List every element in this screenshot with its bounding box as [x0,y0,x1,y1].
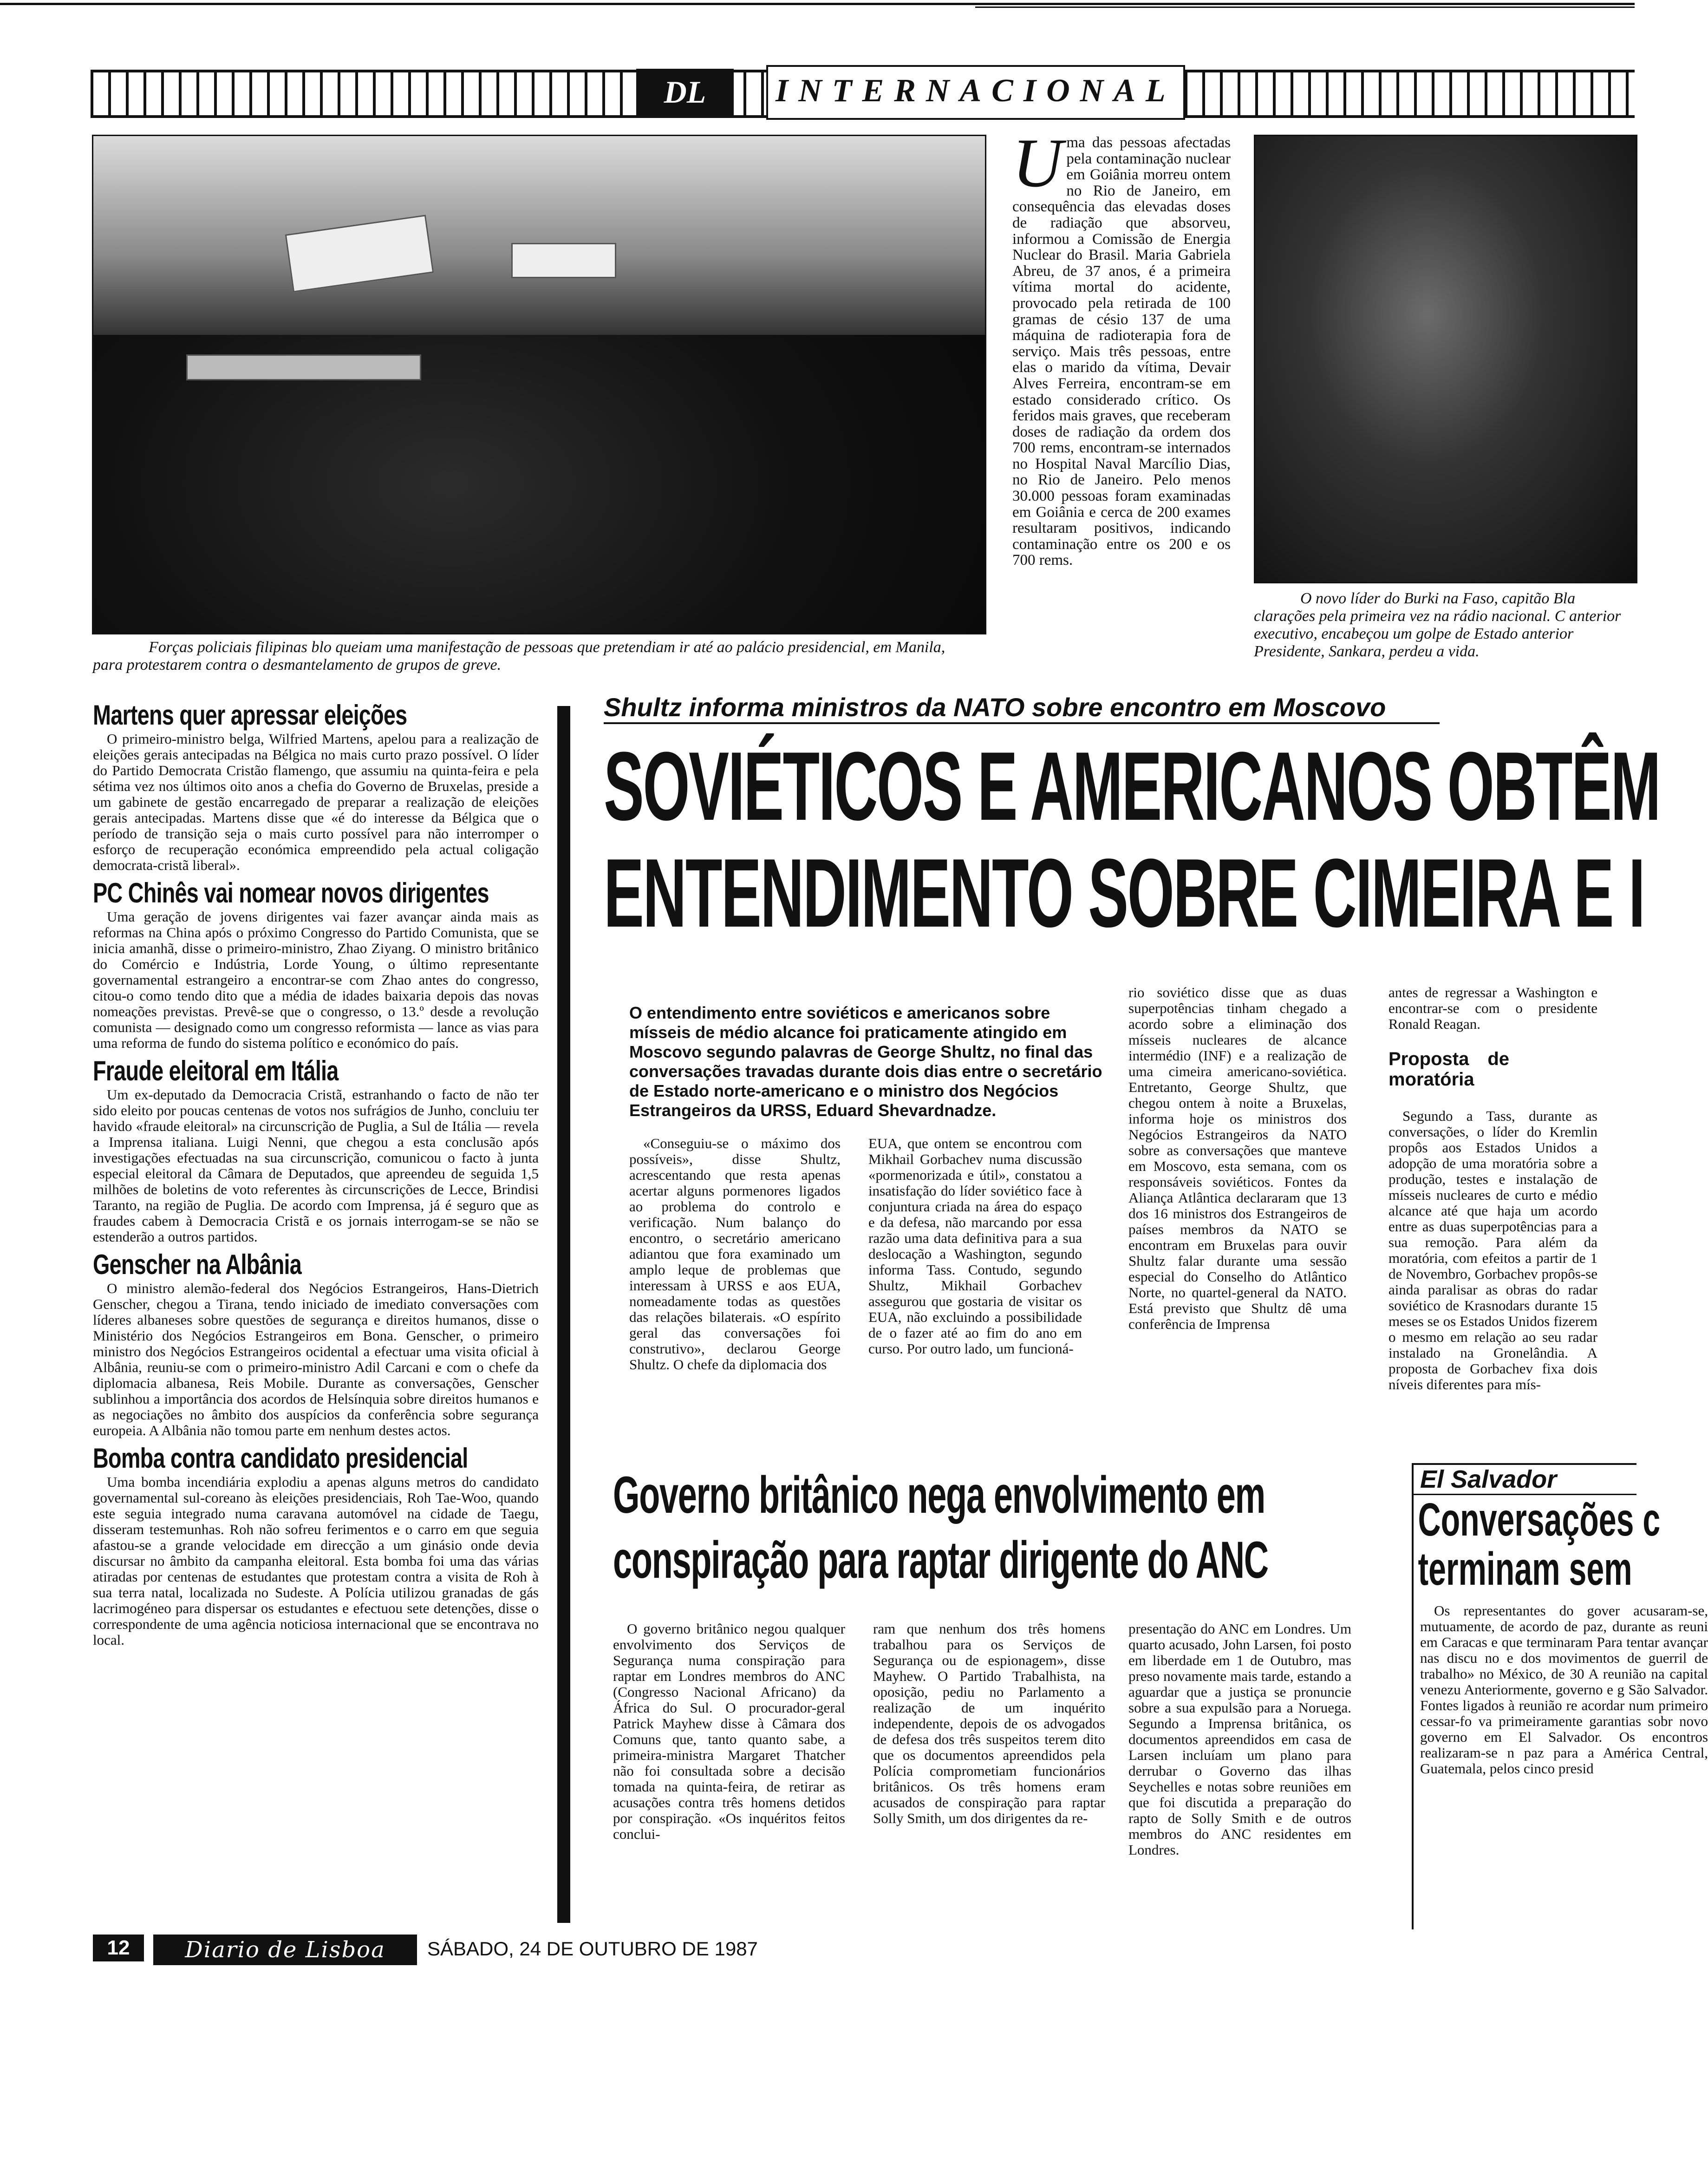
brief-text: O ministro alemão-federal dos Negócios Estrangeiros, Hans-Dietrich Genscher, chegou a Tirana, tendo iniciado de imediato conversações com líderes albaneses sobre questões de segurança e direitos humanos, disse o Ministério dos Negócios Estrangeiros em Bona. Genscher, o primeiro ministro dos Negócios Estrangeiros ocidental a efectuar uma visita oficial à Albânia, reuniu-se com o primeiro-ministro Adil Carcani e com o chefe da diplomacia albanesa, Reis Mobile. Durante as conversações, Genscher sublinhou a importância dos acordos de Helsínquia sobre direitos humanos e as negociações no âmbito dos auspícios da conferência sobre segurança europeia. A Albânia não tomou parte em nenhum destes actos. [93,1280,539,1438]
brief-italia [93,1055,539,1245]
brief-title: Genscher na Albânia [93,1249,301,1280]
brief-text: Uma bomba incendiária explodiu a apenas alguns metros do candidato governamental sul-coreano às eleições presidenciais, Roh Tae-Woo, quando este seguia integrado numa caravana automóvel na cidade de Taegu, disseram testemunhas. Roh não sofreu ferimentos e o carro em que seguia afastou-se a grande velocidade em direcção a um ginásio onde devia discursar no âmbito da campanha eleitoral. Esta bomba foi uma das várias atiradas por centenas de estudantes que protestam contra a visita de Roh à sua terra natal, localizada no Sudeste. A Polícia utilizou granadas de gás lacrimogéneo para dispersar os estudantes e efectuou sete detenções, disse o correspondente de uma agência noticiosa internacional que se encontrava no local. [93,1474,539,1648]
photo-left-caption: Forças policiais filipinas blo queiam uma manifestação de pessoas que pretendiam ir até ao palácio presidencial, em Manila, para protestarem contra o desmantelamento de grupos de greve. [93,639,945,673]
main-col-4-intro: antes de regressar a Washington e encontrar-se com o presidente Ronald Reagan. [1389,984,1597,1032]
brief-martens [93,699,539,873]
main-kicker: Shultz informa ministros da NATO sobre encontro em Moscovo [604,692,1440,724]
column-divider [557,706,570,1923]
main-lead: O entendimento entre soviéticos e americanos sobre mísseis de médio alcance foi praticamente atingido em Moscovo segundo palavras de George Shultz, no final das conversações travadas durante dois dias entre o secretário de Estado norte-americano e o ministro dos Negócios Estrangeiros da URSS, Eduard Shevardnadze. [629,1003,1102,1120]
brief-text: Uma geração de jovens dirigentes vai fazer avançar ainda mais as reformas na China após o próximo Congresso do Partido Comunista, que se inicia amanhã, disse o primeiro-ministro, Zhao Ziyang. O ministro britânico do Comércio e Indústria, Lorde Young, o último representante governamental estrangeiro a encontrar-se com Zhao antes do congresso, citou-o como tendo dito que a média de idades baixaria depois das novas nomeações previstas. Prevê-se que o congresso, o 13.º desde a revolução comunista — designado como um congresso reformista — lance as vias para uma reforma de fundo do sistema político e económico do país. [93,908,539,1051]
brief-text: Um ex-deputado da Democracia Cristã, estranhando o facto de não ter sido eleito por poucas centenas de votos nos sufrágios de Junho, concluiu ter havido «fraude eleitoral» na circunscrição de Puglia, a Sul de Itália — revela a Imprensa italiana. Luigi Nenni, que chegou a esta conclusão após investigações efectuadas na sua circunscrição, comunicou o facto à junta especial eleitoral da Câmara de Deputados, que apreendeu de seguida 1,5 milhões de boletins de voto referentes às circunscrições de Lecce, Brindisi Taranto, na região de Puglia. De acordo com Imprensa, já é seguro que as fraudes cabem à Democracia Cristã e os jornais interrogam-se se não se estenderão a outros partidos. [93,1086,539,1245]
main-headline-2: ENTENDIMENTO SOBRE CIMEIRA E I [604,838,1644,948]
page-number: 12 [93,1935,144,1961]
brief-title: Bomba contra candidato presidencial [93,1443,468,1474]
salvador-headline-2: terminam sem [1418,1543,1632,1595]
main-col-4 [1389,985,1597,1392]
salvador-text: Os representantes do gover acusaram-se, mutuamente, de acordo de paz, durante as reuni em Caracas e que terminaram Para tentar avançar nas discu no e dos movimentos de guerril de trabalho» no México, de 30 A reunião na capital venezu Anteriormente, governo e g São Salvador. Fontes ligados à reunião re acordar num primeiro cessar-fo va primeiramente garantias sobr novo governo em El Salvador. Os encontros realizaram-se n paz para a América Central, Guatemala, pelos cinco presid [1420,1602,1708,1777]
salvador-headline-1: Conversações c [1418,1494,1661,1546]
brief-text: O primeiro-ministro belga, Wilfried Martens, apelou para a realização de eleições gerais antecipadas na Bélgica no mais curto prazo possível. O líder do Partido Democrata Cristão flamengo, que assumiu na quinta-feira e pela sétima vez nos últimos oito anos a chefia do Governo de Bruxelas, preside a um gabinete de gestão encarregado de preparar a realização de eleições gerais antecipadas. Martens disse que «é do interesse da Bélgica que o período de transição seja o mais curto possível para não interromper o esforço de recuperação económica empreendido pela actual coligação democrata-cristã liberal». [93,731,539,873]
brief-goiania-text: ma das pessoas afectadas pela contaminação nuclear em Goiânia morreu ontem no Rio de Janeiro, em consequência das elevadas doses de radiação que absorveu, informou a Comissão de Energia Nuclear do Brasil. Maria Gabriela Abreu, de 37 anos, é a primeira vítima mortal do acidente, provocado pela retirada de 100 gramas de césio 137 de uma máquina de radioterapia fora de serviço. Mais três pessoas, entre elas o marido da vítima, Devair Alves Ferreira, encontram-se em estado considerado crítico. Os feridos mais graves, que receberam doses de radiação da ordem dos 700 rems, encontram-se internados no Hospital Naval Marcílio Dias, no Rio de Janeiro. Pelo menos 30.000 pessoas foram examinadas em Goiânia e cerca de 200 exames resultaram positivos, indicando contaminação entre os 200 e os 700 rems. [1012,134,1231,569]
anc-col-2: ram que nenhum dos três homens trabalhou para os Serviços de Segurança ou de espionagem», disse Mayhew. O Partido Trabalhista, na oposição, pediu no Parlamento a realização de um inquérito independente, depois de os advogados de defesa dos três suspeitos terem dito que os documentos apreendidos pela Polícia comprometiam funcionários britânicos. Os três homens eram acusados de conspiração para raptar Solly Smith, um dos dirigentes da re- [873,1621,1105,1826]
dropcap: U [1012,124,1063,202]
brief-goiania [1012,124,1231,569]
footer-date: SÁBADO, 24 DE OUTUBRO DE 1987 [427,1938,758,1960]
main-col-2: EUA, que ontem se encontrou com Mikhail Gorbachev numa discussão «pormenorizada e útil», constatou a insatisfação do líder soviético face à conjuntura criada na área do espaço e da defesa, não marcando por essa razão uma data definitiva para a sua deslocação a Washington, segundo informa Tass. Contudo, segundo Shultz, Mikhail Gorbachev assegurou que gostaria de visitar os EUA, não excluindo a possibilidade de o fazer até ao fim do ano em curso. Por outro lado, um funcioná- [868,1135,1082,1357]
brief-china [93,877,539,1051]
salvador-box [1412,1463,1708,1929]
anc-col-3: presentação do ANC em Londres. Um quarto acusado, John Larsen, foi posto em liberdade em 1 de Outubro, mas preso novamente mais tarde, estando a aguardar que a justiça se pronuncie sobre a sua expulsão para a Noruega. Segundo a Imprensa britânica, os documentos apreendidos em casa de Larsen incluíam um plano para derrubar o Governo das ilhas Seychelles e notas sobre reuniões em que foi discutida a preparação do rapto de Solly Smith e de outros membros do ANC residentes em Londres. [1128,1621,1351,1858]
subhead-moratoria: Proposta de moratória [1389,1049,1509,1090]
photo-right-caption: O novo líder do Burki na Faso, capitão Bla clarações pela primeira vez na rádio nacional. C anterior executivo, encabeçou um golpe de Estado anterior Presidente, Sankara, perdeu a vida. [1254,590,1621,660]
main-col-1: «Conseguiu-se o máximo dos possíveis», disse Shultz, acrescentando que resta apenas acertar alguns pormenores ligados ao problema do controlo e verificação. Num balanço do encontro, o secretário americano adiantou que fora examinado um amplo leque de problemas que interessam à URSS e aos EUA, nomeadamente todas as questões das relações bilaterais. «O espírito geral das conversações foi construtivo», declarou George Shultz. O chefe da diplomacia dos [629,1135,841,1373]
anc-col-1: O governo britânico negou qualquer envolvimento dos Serviços de Segurança numa conspiração para raptar em Londres membros do ANC (Congresso Nacional Africano) da África do Sul. O procurador-geral Patrick Mayhew disse à Câmara dos Comuns que, tanto quanto sabe, a primeira-ministra Margaret Thatcher não foi consultada sobre a decisão tomada na quinta-feira, de retirar as acusações contra três homens detidos por conspiração. «Os inquéritos feitos conclui- [613,1621,845,1842]
brief-title: Fraude eleitoral em Itália [93,1055,339,1086]
photo-burkina-leader [1254,135,1637,583]
section-logo: DL [636,69,734,115]
top-rule [0,3,1635,5]
photo-manila-protest [92,135,986,634]
main-col-3: rio soviético disse que as duas superpotências tinham chegado a acordo sobre a eliminação dos mísseis nucleares de alcance intermédio (INF) e a realização de uma cimeira americano-soviética. Entretanto, George Shultz, que chegou ontem à noite a Bruxelas, informa hoje os ministros dos Negócios Estrangeiros da NATO sobre as conversações que manteve em Moscovo, esta semana, com os responsáveis soviéticos. Fontes da Aliança Atlântica declararam que 13 dos 16 ministros dos Estrangeiros de países membros da NATO se encontram em Bruxelas para ouvir Shultz falar durante uma sessão especial do Conselho do Atlântico Norte, no quartel-general da NATO. Está previsto que Shultz dê uma conferência de Imprensa [1128,984,1347,1332]
brief-bomba [93,1442,539,1648]
section-title [766,65,1185,120]
salvador-kicker: El Salvador [1414,1465,1636,1495]
section-title-text: INTERNACIONAL [776,73,1176,109]
briefs-column [93,699,539,1648]
main-col-4-body: Segundo a Tass, durante as conversações, o líder do Kremlin propôs aos Estados Unidos a adopção de uma moratória sobre a produção, testes e instalação de mísseis nucleares de curto e médio alcance até que haja um acordo entre as duas superpotências para a sua remoção. Para além da moratória, com efeitos a partir de 1 de Novembro, Gorbachev propôs-se ainda paralisar as obras do radar soviético de Krasnodars durante 15 meses se os Estados Unidos fizerem o mesmo em relação ao seu radar instalado na Gronelândia. A proposta de Gorbachev fixa dois níveis diferentes para mís- [1389,1108,1597,1392]
brief-title: Martens quer apressar eleições [93,699,407,731]
main-headline-1: SOVIÉTICOS E AMERICANOS OBTÊM [604,732,1660,841]
brief-title: PC Chinês vai nomear novos dirigentes [93,877,489,908]
footer-logo: Diario de Lisboa [153,1935,417,1965]
anc-headline-2: conspiração para raptar dirigente do ANC [613,1531,1268,1589]
brief-albania [93,1248,539,1438]
top-rule-2 [975,7,1635,8]
anc-headline-1: Governo britânico nega envolvimento em [613,1466,1265,1524]
